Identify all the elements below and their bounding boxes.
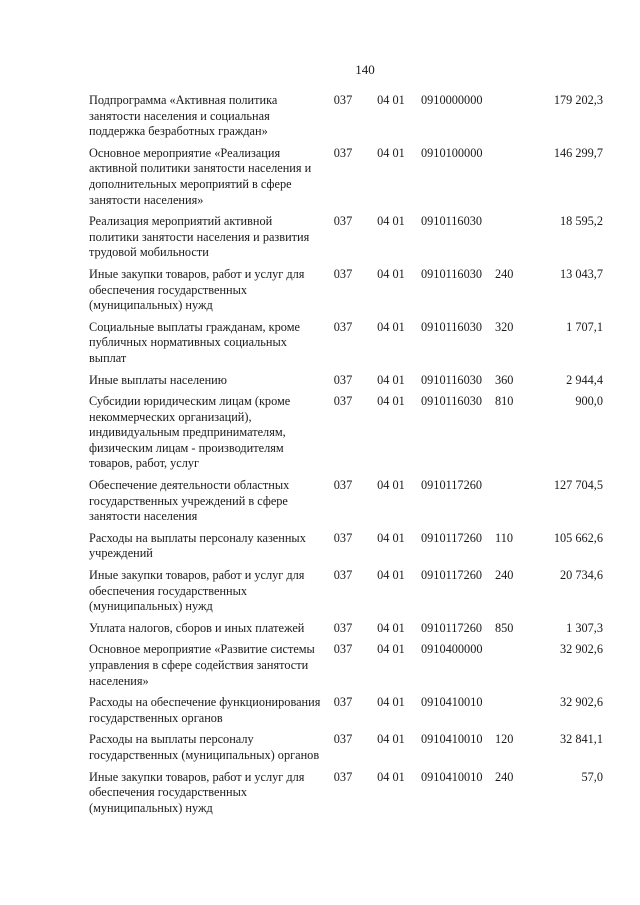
row-gr-code: 037 [333, 620, 353, 635]
row-amount: 13 043,7 [559, 266, 603, 281]
row-section-code: 04 01 [377, 93, 405, 107]
row-target-article-code: 0910117260 [421, 530, 483, 545]
row-section-code: 04 01 [377, 620, 405, 635]
table-row [89, 214, 603, 267]
row-name: Расходы на выплаты персоналу государственных (муниципальных) органов [89, 732, 320, 762]
row-gr-code: 037 [333, 266, 353, 281]
row-name: Иные закупки товаров, работ и услуг для обеспечения государственных (муниципальных) нужд [89, 568, 305, 614]
table-row [89, 695, 603, 732]
table-row [89, 373, 603, 395]
row-section-code: 04 01 [377, 145, 405, 160]
row-expense-type-code: 320 [495, 319, 514, 334]
table-row [89, 478, 603, 531]
budget-table-body [89, 93, 603, 822]
row-name: Иные выплаты населению [89, 372, 227, 387]
row-name: Подпрограмма «Активная политика занятости населения и социальная поддержка безработных граждан» [89, 93, 278, 139]
row-amount: 18 595,2 [559, 214, 603, 229]
row-name: Основное мероприятие «Развитие системы управления в сфере содействия занятости населения» [89, 642, 315, 688]
row-expense-type-code: 810 [495, 394, 514, 409]
table-row [89, 93, 603, 146]
row-amount: 32 902,6 [559, 695, 603, 710]
row-name: Расходы на обеспечение функционирования государственных органов [89, 695, 321, 725]
table-row [89, 394, 603, 478]
table-row [89, 770, 603, 823]
row-amount: 179 202,3 [553, 93, 603, 107]
row-target-article-code: 0910116030 [421, 394, 483, 409]
row-gr-code: 037 [333, 568, 353, 583]
row-target-article-code: 0910116030 [421, 266, 483, 281]
row-section-code: 04 01 [377, 642, 405, 657]
row-expense-type-code [495, 478, 525, 531]
row-name: Социальные выплаты гражданам, кроме публичных нормативных социальных выплат [89, 319, 300, 365]
row-gr-code: 037 [333, 145, 353, 160]
row-expense-type-code: 240 [495, 568, 514, 583]
row-gr-code: 037 [333, 319, 353, 334]
row-section-code: 04 01 [377, 478, 405, 493]
row-section-code: 04 01 [377, 394, 405, 409]
row-name: Иные закупки товаров, работ и услуг для обеспечения государственных (муниципальных) нужд [89, 266, 305, 313]
table-row [89, 642, 603, 695]
row-target-article-code: 0910117260 [421, 568, 483, 583]
row-target-article-code: 0910410010 [421, 732, 483, 747]
row-name: Расходы на выплаты персоналу казенных учреждений [89, 530, 306, 561]
row-expense-type-code: 850 [495, 620, 514, 635]
row-section-code: 04 01 [377, 372, 405, 387]
row-expense-type-code [495, 214, 525, 267]
budget-table [89, 93, 603, 822]
row-section-code: 04 01 [377, 266, 405, 281]
row-amount: 1 707,1 [566, 319, 603, 334]
row-target-article-code: 0910116030 [421, 214, 483, 229]
table-row [89, 568, 603, 621]
row-gr-code: 037 [333, 478, 353, 493]
row-amount: 32 902,6 [559, 642, 603, 657]
row-amount: 2 944,4 [566, 372, 603, 387]
row-amount: 32 841,1 [559, 732, 603, 747]
row-section-code: 04 01 [377, 695, 405, 710]
row-expense-type-code: 120 [495, 732, 514, 747]
row-section-code: 04 01 [377, 214, 405, 229]
row-name: Иные закупки товаров, работ и услуг для обеспечения государственных (муниципальных) нужд [89, 769, 305, 815]
row-name: Обеспечение деятельности областных государственных учреждений в сфере занятости населения [89, 478, 290, 524]
row-target-article-code: 0910116030 [421, 319, 483, 334]
row-amount: 900,0 [575, 394, 603, 409]
row-amount: 146 299,7 [553, 145, 603, 160]
row-amount: 105 662,6 [553, 530, 603, 545]
row-name: Субсидии юридическим лицам (кроме некоммерческих организаций), индивидуальным предпринимателям, физическим лицам - производителям товаров, работ, услуг [89, 394, 291, 471]
table-row [89, 267, 603, 320]
row-expense-type-code [495, 695, 525, 732]
row-target-article-code: 0910400000 [421, 642, 483, 657]
row-expense-type-code [495, 146, 525, 214]
row-target-article-code: 0910410010 [421, 769, 483, 784]
row-section-code: 04 01 [377, 568, 405, 583]
row-gr-code: 037 [333, 732, 353, 747]
table-row [89, 732, 603, 769]
row-expense-type-code [495, 642, 525, 695]
row-expense-type-code [495, 93, 525, 146]
row-gr-code: 037 [333, 695, 353, 710]
table-row [89, 320, 603, 373]
row-amount: 20 734,6 [559, 568, 603, 583]
row-expense-type-code: 240 [495, 266, 514, 281]
row-gr-code: 037 [333, 769, 353, 784]
row-expense-type-code: 240 [495, 769, 514, 784]
row-name: Уплата налогов, сборов и иных платежей [89, 620, 305, 635]
row-gr-code: 037 [333, 642, 353, 657]
row-name: Основное мероприятие «Реализация активной политики занятости населения и дополнительных мероприятий в сфере занятости населения» [89, 145, 312, 207]
row-gr-code: 037 [333, 530, 353, 545]
row-section-code: 04 01 [377, 732, 405, 747]
row-section-code: 04 01 [377, 319, 405, 334]
row-gr-code: 037 [333, 214, 353, 229]
row-expense-type-code: 110 [495, 530, 513, 545]
row-amount: 1 307,3 [566, 620, 603, 635]
row-target-article-code: 0910000000 [421, 93, 483, 107]
row-amount: 57,0 [581, 769, 603, 784]
row-target-article-code: 0910116030 [421, 372, 483, 387]
row-section-code: 04 01 [377, 769, 405, 784]
table-row [89, 531, 603, 568]
row-expense-type-code: 360 [495, 372, 514, 387]
row-gr-code: 037 [333, 394, 353, 409]
row-target-article-code: 0910117260 [421, 620, 483, 635]
table-row [89, 146, 603, 214]
row-name: Реализация мероприятий активной политики занятости населения и развития трудовой мобильности [89, 214, 310, 260]
row-target-article-code: 0910100000 [421, 145, 483, 160]
row-amount: 127 704,5 [553, 478, 603, 493]
row-section-code: 04 01 [377, 530, 405, 545]
row-gr-code: 037 [333, 93, 353, 107]
row-target-article-code: 0910117260 [421, 478, 483, 493]
row-gr-code: 037 [333, 372, 353, 387]
page-number: 140 [355, 62, 375, 77]
table-row [89, 621, 603, 643]
row-target-article-code: 0910410010 [421, 695, 483, 710]
